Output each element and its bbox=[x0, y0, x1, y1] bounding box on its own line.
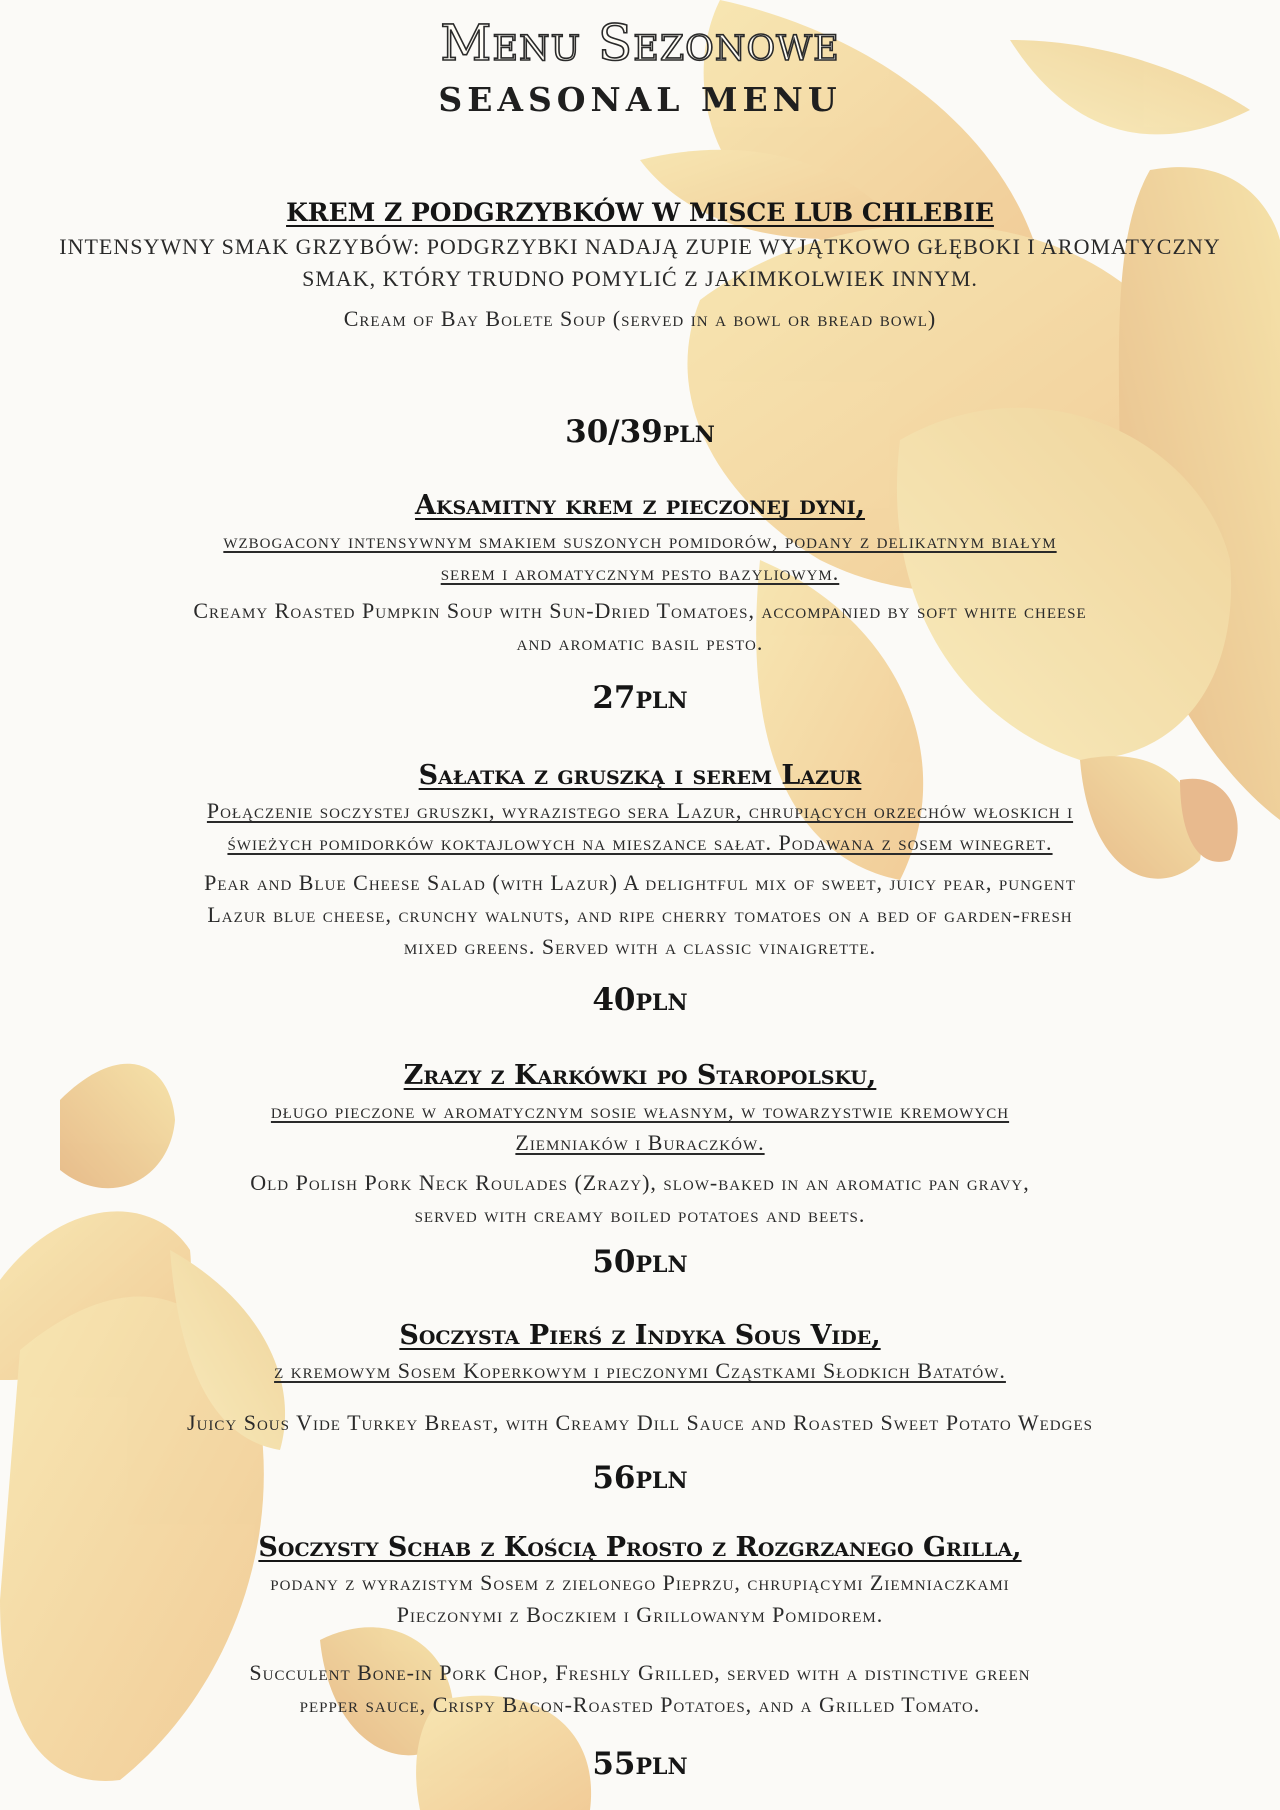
dish-description-pl: podany z wyrazistym Sosem z zielonego Pieprzu, chrupiącymi Ziemniaczkami Pieczonymi z Boczkiem i Grillowanym Pomidorem. bbox=[270, 1570, 1010, 1627]
dish-description-en: Juicy Sous Vide Turkey Breast, with Creamy Dill Sauce and Roasted Sweet Potato Wedges bbox=[187, 1410, 1093, 1435]
dish-title: Zrazy z Karkówki po Staropolsku, bbox=[403, 1060, 877, 1091]
dish-price: 55pln bbox=[592, 1746, 688, 1782]
menu-item-pear-salad bbox=[40, 760, 1240, 963]
dish-description-en: Pear and Blue Cheese Salad (with Lazur) A delightful mix of sweet, juicy pear, pungent Lazur blue cheese, crunchy walnuts, and ripe cherry tomatoes on a bed of garden-fresh mixed greens. Served with a classic vinaigrette. bbox=[204, 870, 1076, 959]
dish-description-en: Succulent Bone-in Pork Chop, Freshly Grilled, served with a distinctive green pepper sauce, Crispy Bacon-Roasted Potatoes, and a Grilled Tomato. bbox=[249, 1660, 1031, 1717]
menu-item-pumpkin-soup bbox=[40, 490, 1240, 659]
dish-title: Sałatka z gruszką i serem Lazur bbox=[418, 760, 862, 791]
menu-item-turkey-breast bbox=[40, 1320, 1240, 1439]
dish-price: 56pln bbox=[592, 1460, 688, 1496]
menu-title-polish: Menu Sezonowe bbox=[440, 14, 840, 72]
dish-description-pl: z kremowym Sosem Koperkowym i pieczonymi Cząstkami Słodkich Batatów. bbox=[274, 1358, 1006, 1383]
dish-description-en: Old Polish Pork Neck Roulades (Zrazy), slow-baked in an aromatic pan gravy, served with creamy boiled potatoes and beets. bbox=[250, 1170, 1030, 1227]
dish-title: Soczysta Pierś z Indyka Sous Vide, bbox=[399, 1320, 881, 1351]
menu-item-pork-chop bbox=[40, 1532, 1240, 1721]
dish-description-en: Cream of Bay Bolete Soup (served in a bowl or bread bowl) bbox=[343, 306, 937, 331]
dish-price: 40pln bbox=[592, 982, 688, 1018]
dish-description-pl: długo pieczone w aromatycznym sosie własnym, w towarzystwie kremowych Ziemniaków i Buraczków. bbox=[270, 1098, 1010, 1155]
dish-description-pl: wzbogacony intensywnym smakiem suszonych pomidorów, podany z delikatnym białym serem i aromatycznym pesto bazyliowym. bbox=[223, 528, 1057, 585]
dish-price: 50pln bbox=[592, 1244, 688, 1280]
dish-price: 30/39pln bbox=[565, 414, 715, 450]
menu-item-pork-roulades bbox=[40, 1060, 1240, 1231]
dish-description-pl: INTENSYWNY SMAK GRZYBÓW: PODGRZYBKI NADAJĄ ZUPIE WYJĄTKOWO GŁĘBOKI I AROMATYCZNY SMAK, KTÓRY TRUDNO POMYLIĆ Z JAKIMKOLWIEK INNYM. bbox=[59, 234, 1221, 291]
menu-item-bolete-soup bbox=[40, 198, 1240, 335]
dish-description-en: Creamy Roasted Pumpkin Soup with Sun-Dried Tomatoes, accompanied by soft white cheese and aromatic basil pesto. bbox=[193, 598, 1087, 655]
dish-price: 27pln bbox=[592, 680, 688, 716]
dish-title: KREM Z PODGRZYBKÓW W MISCE LUB CHLEBIE bbox=[286, 198, 994, 227]
dish-title: Soczysty Schab z Kością Prosto z Rozgrzanego Grilla, bbox=[258, 1532, 1022, 1563]
menu-title-english: SEASONAL MENU bbox=[438, 80, 842, 119]
dish-description-pl: Połączenie soczystej gruszki, wyrazistego sera Lazur, chrupiących orzechów włoskich i świeżych pomidorków koktajlowych na mieszance sałat. Podawana z sosem winegret. bbox=[206, 798, 1074, 855]
dish-title: Aksamitny krem z pieczonej dyni, bbox=[415, 490, 865, 521]
